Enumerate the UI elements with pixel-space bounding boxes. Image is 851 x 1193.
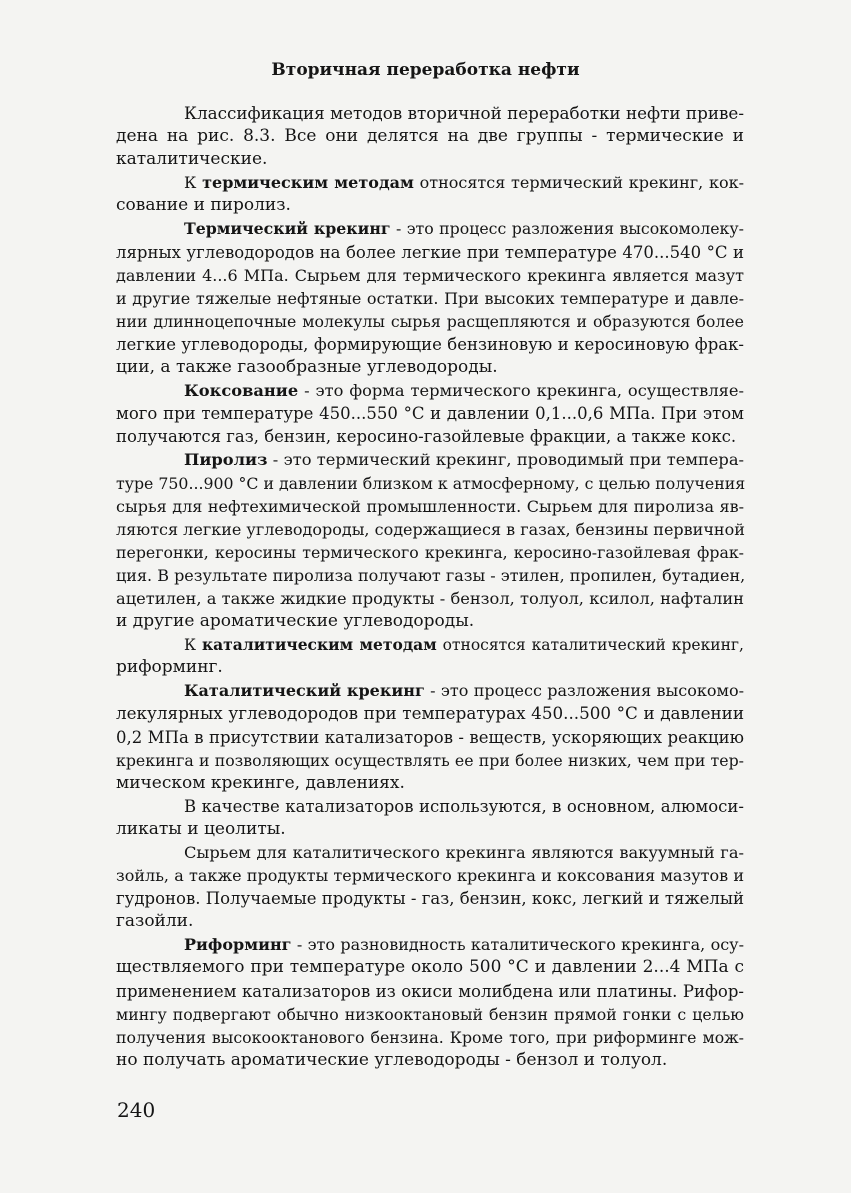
text-line: ции, а также газообразные углеводороды. xyxy=(116,357,498,378)
text-run: - это процесс разложения высокомо- xyxy=(424,681,744,701)
text-run: - это форма термического крекинга, осуществляе- xyxy=(298,381,744,401)
text-line xyxy=(116,448,744,471)
running-header: Вторичная переработка нефти xyxy=(271,60,580,80)
text-line: применением катализаторов из окиси молибдена или платины. Рифор- xyxy=(116,981,744,1001)
text-line: ществляемого при температуре около 500 °С и давлении 2...4 МПа с xyxy=(116,957,744,978)
term-bold: Каталитический крекинг xyxy=(184,681,425,701)
text-line xyxy=(116,933,744,956)
text-line: нии длинноцепочные молекулы сырья расщепляются и образуются более xyxy=(116,311,744,331)
text-line: получения высокооктанового бензина. Кроме того, при риформинге мож- xyxy=(116,1027,744,1047)
text-line xyxy=(116,679,744,702)
text-line: получаются газ, бензин, керосино-газойлевые фракции, а также кокс. xyxy=(116,427,737,447)
text-line: лярных углеводородов на более легкие при температуре 470...540 °С и xyxy=(116,242,744,262)
text-line: ция. В результате пиролиза получают газы - этилен, пропилен, бутадиен, xyxy=(116,565,746,585)
text-line: и другие ароматические углеводороды. xyxy=(116,611,475,632)
text-run: - это процесс разложения высокомолеку- xyxy=(390,219,744,239)
text-line: ликаты и цеолиты. xyxy=(116,818,286,839)
paragraph xyxy=(116,933,744,1072)
text-line: ляются легкие углеводороды, содержащиеся в газах, бензины первичной xyxy=(116,519,745,539)
paragraph xyxy=(116,679,744,794)
text-line: риформинг. xyxy=(116,657,223,678)
text-line: гудронов. Получаемые продукты - газ, бензин, кокс, легкий и тяжелый xyxy=(116,889,744,909)
paragraph xyxy=(116,379,744,448)
text-run: - это термический крекинг, проводимый при темпера- xyxy=(267,450,744,470)
text-line: давлении 4...6 МПа. Сырьем для термического крекинга является мазут xyxy=(116,265,744,285)
text-line: зойль, а также продукты термического крекинга и коксования мазутов и xyxy=(116,866,744,886)
paragraph xyxy=(116,102,744,171)
paragraph xyxy=(116,171,744,217)
text-line: 0,2 МПа в присутствии катализаторов - веществ, ускоряющих реакцию xyxy=(116,727,744,747)
text-line: крекинга и позволяющих осуществлять ее при более низких, чем при тер- xyxy=(116,750,744,770)
text-line xyxy=(116,217,744,240)
text-run: - это разновидность каталитического крекинга, осу- xyxy=(291,935,744,955)
term-bold: Пиролиз xyxy=(184,450,268,470)
body-text xyxy=(116,102,744,1072)
page-number: 240 xyxy=(117,1098,156,1122)
paragraph xyxy=(116,448,744,633)
text-line: сырья для нефтехимической промышленности. Сырьем для пиролиза яв- xyxy=(116,496,744,516)
text-line: мическом крекинге, давлениях. xyxy=(116,772,405,793)
text-line: газойли. xyxy=(116,911,194,932)
text-line: Классификация методов вторичной переработки нефти приве- xyxy=(184,103,744,123)
text-line: Сырьем для каталитического крекинга являются вакуумный га- xyxy=(184,843,744,862)
text-line: и другие тяжелые нефтяные остатки. При высоких температуре и давле- xyxy=(116,288,744,308)
text-line: дена на рис. 8.3. Все они делятся на две группы - термические и xyxy=(116,126,744,147)
term-bold: Риформинг xyxy=(184,935,292,955)
text-line: но получать ароматические углеводороды - бензол и толуол. xyxy=(116,1049,668,1070)
text-line: мого при температуре 450...550 °С и давлении 0,1...0,6 МПа. При этом xyxy=(116,404,744,424)
text-line: туре 750...900 °С и давлении близком к атмосферному, с целью получения xyxy=(116,473,746,493)
text-line: В качестве катализаторов используются, в основном, алюмоси- xyxy=(184,796,744,816)
term-bold: Термический крекинг xyxy=(184,219,391,239)
text-line: ацетилен, а также жидкие продукты - бензол, толуол, ксилол, нафталин xyxy=(116,588,744,608)
term-bold: Коксование xyxy=(184,381,299,401)
paragraph xyxy=(116,633,744,679)
text-line: каталитические. xyxy=(116,149,268,170)
text-line: мингу подвергают обычно низкооктановый бензин прямой гонки с целью xyxy=(116,1004,744,1024)
text-line: лекулярных углеводородов при температурах 450...500 °С и давлении xyxy=(116,703,744,724)
paragraph xyxy=(116,217,744,379)
text-line xyxy=(116,379,744,402)
paragraph xyxy=(116,841,744,933)
text-line: перегонки, керосины термического крекинга, керосино-газойлевая фрак- xyxy=(116,542,744,562)
text-line: К каталитическим методам относятся каталитический крекинг, xyxy=(184,635,744,655)
text-line: сование и пиролиз. xyxy=(116,195,291,216)
text-line: легкие углеводороды, формирующие бензиновую и керосиновую фрак- xyxy=(116,334,744,354)
text-line: К термическим методам относятся термический крекинг, кок- xyxy=(184,173,745,193)
paragraph xyxy=(116,795,744,841)
